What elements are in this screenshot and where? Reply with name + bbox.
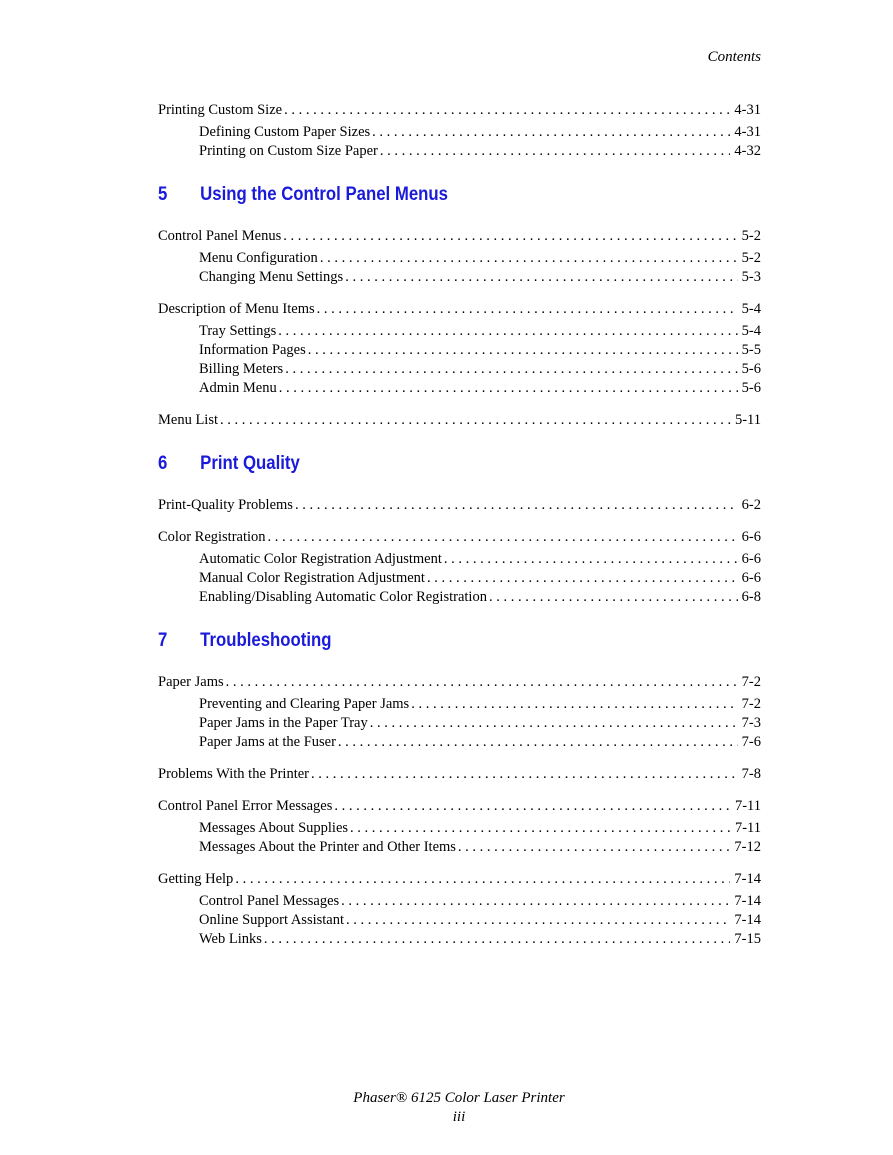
toc-page-number: 7-14	[734, 893, 761, 909]
dot-leader	[346, 911, 730, 930]
dot-leader	[284, 101, 730, 120]
dot-leader	[334, 797, 731, 816]
toc-subentry[interactable]	[158, 838, 761, 857]
toc-entry-title: Tray Settings	[199, 323, 277, 339]
dot-leader	[235, 870, 730, 889]
toc-group	[158, 870, 761, 949]
toc-page-number: 6-6	[741, 551, 761, 567]
toc-subentry[interactable]	[158, 249, 761, 268]
dot-leader	[444, 550, 738, 569]
toc-group	[158, 411, 761, 430]
toc-subentry[interactable]	[158, 360, 761, 379]
toc-page-number: 7-15	[734, 931, 761, 947]
toc-entry-title: Messages About the Printer and Other Items	[199, 839, 456, 855]
toc-entry-title: Paper Jams in the Paper Tray	[199, 715, 368, 731]
toc-subentry[interactable]	[158, 268, 761, 287]
dot-leader	[220, 411, 731, 430]
toc-entry-title: Description of Menu Items	[158, 301, 315, 317]
toc-entry-title: Messages About Supplies	[199, 820, 349, 836]
toc-subentry[interactable]	[158, 733, 761, 752]
toc-entry-title: Manual Color Registration Adjustment	[199, 570, 425, 586]
toc-subentry[interactable]	[158, 930, 761, 949]
toc-page-number: 7-12	[734, 839, 761, 855]
dot-leader	[427, 569, 738, 588]
footer-page-number: iii	[452, 1109, 466, 1125]
toc-entry-title: Paper Jams	[158, 674, 224, 690]
dot-leader	[341, 892, 730, 911]
toc-subentry[interactable]	[158, 819, 761, 838]
toc-group	[158, 797, 761, 857]
dot-leader	[458, 838, 730, 857]
page-footer	[0, 1089, 893, 1127]
dot-leader	[308, 341, 738, 360]
chapter-number: 7	[158, 629, 168, 651]
toc-page-number: 5-11	[734, 412, 761, 428]
toc-subentry[interactable]	[158, 123, 761, 142]
toc-subentry[interactable]	[158, 142, 761, 161]
toc-page-number: 7-11	[734, 798, 761, 814]
toc-entry-title: Information Pages	[199, 342, 306, 358]
toc-page-number: 6-2	[741, 497, 761, 513]
toc-group	[158, 673, 761, 752]
toc-page-number: 7-2	[741, 696, 761, 712]
dot-leader	[264, 930, 731, 949]
dot-leader	[311, 765, 738, 784]
chapter-heading[interactable]	[158, 183, 677, 207]
dot-leader	[295, 496, 738, 515]
toc-page-number: 7-3	[741, 715, 761, 731]
toc-subentry[interactable]	[158, 892, 761, 911]
toc-group	[158, 528, 761, 607]
toc-entry-title: Getting Help	[158, 871, 234, 887]
table-of-contents	[158, 101, 761, 962]
toc-subentry[interactable]	[158, 569, 761, 588]
toc-entry[interactable]	[158, 673, 761, 692]
toc-page-number: 6-8	[741, 589, 761, 605]
toc-entry-title: Problems With the Printer	[158, 766, 309, 782]
toc-page-number: 7-11	[734, 820, 761, 836]
toc-entry-title: Menu Configuration	[199, 250, 318, 266]
toc-group	[158, 227, 761, 287]
toc-subentry[interactable]	[158, 322, 761, 341]
dot-leader	[411, 695, 737, 714]
chapter-heading[interactable]	[158, 452, 677, 476]
toc-entry[interactable]	[158, 496, 761, 515]
toc-entry[interactable]	[158, 870, 761, 889]
dot-leader	[283, 227, 737, 246]
toc-page-number: 7-14	[734, 912, 761, 928]
toc-page-number: 5-4	[741, 323, 761, 339]
dot-leader	[372, 123, 730, 142]
toc-entry-title: Color Registration	[158, 529, 266, 545]
toc-subentry[interactable]	[158, 714, 761, 733]
dot-leader	[279, 379, 738, 398]
toc-group	[158, 765, 761, 784]
toc-entry-title: Changing Menu Settings	[199, 269, 344, 285]
toc-group	[158, 300, 761, 398]
dot-leader	[350, 819, 731, 838]
toc-entry[interactable]	[158, 411, 761, 430]
dot-leader	[278, 322, 737, 341]
toc-subentry[interactable]	[158, 588, 761, 607]
toc-page-number: 7-2	[741, 674, 761, 690]
dot-leader	[489, 588, 738, 607]
dot-leader	[268, 528, 738, 547]
toc-entry-title: Menu List	[158, 412, 219, 428]
toc-page-number: 4-31	[734, 124, 761, 140]
dot-leader	[317, 300, 738, 319]
toc-entry-title: Control Panel Menus	[158, 228, 282, 244]
chapter-heading[interactable]	[158, 629, 677, 653]
toc-entry-title: Enabling/Disabling Automatic Color Registration	[199, 589, 487, 605]
dot-leader	[345, 268, 737, 287]
dot-leader	[370, 714, 738, 733]
toc-page-number: 5-2	[741, 250, 761, 266]
toc-entry[interactable]	[158, 227, 761, 246]
dot-leader	[380, 142, 731, 161]
toc-entry-title: Admin Menu	[199, 380, 277, 396]
toc-entry[interactable]	[158, 528, 761, 547]
running-header: Contents	[707, 49, 761, 65]
chapter-title: Using the Control Panel Menus	[200, 183, 448, 205]
toc-group	[158, 496, 761, 515]
chapter-number: 5	[158, 183, 168, 205]
toc-entry-title: Online Support Assistant	[199, 912, 345, 928]
toc-entry[interactable]	[158, 300, 761, 319]
toc-page-number: 6-6	[741, 529, 761, 545]
toc-entry-title: Defining Custom Paper Sizes	[199, 124, 371, 140]
toc-entry-title: Web Links	[199, 931, 262, 947]
toc-entry-title: Automatic Color Registration Adjustment	[199, 551, 442, 567]
toc-page-number: 7-6	[741, 734, 761, 750]
toc-entry-title: Print-Quality Problems	[158, 497, 293, 513]
toc-page-number: 5-6	[741, 380, 761, 396]
footer-product-name: Phaser® 6125 Color Laser Printer	[353, 1090, 565, 1106]
toc-entry-title: Printing on Custom Size Paper	[199, 143, 378, 159]
dot-leader	[320, 249, 738, 268]
chapter-title: Troubleshooting	[200, 629, 332, 651]
dot-leader	[338, 733, 738, 752]
dot-leader	[226, 673, 738, 692]
toc-entry-title: Printing Custom Size	[158, 102, 283, 118]
toc-page-number: 5-4	[741, 301, 761, 317]
toc-page-number: 7-14	[734, 871, 761, 887]
toc-entry-title: Paper Jams at the Fuser	[199, 734, 336, 750]
toc-page-number: 5-2	[741, 228, 761, 244]
toc-subentry[interactable]	[158, 550, 761, 569]
toc-page-number: 4-31	[734, 102, 761, 118]
toc-entry[interactable]	[158, 101, 761, 120]
chapter-title: Print Quality	[200, 452, 300, 474]
toc-page-number: 5-5	[741, 342, 761, 358]
dot-leader	[285, 360, 737, 379]
toc-entry-title: Control Panel Error Messages	[158, 798, 333, 814]
toc-subentry[interactable]	[158, 341, 761, 360]
toc-page-number: 6-6	[741, 570, 761, 586]
toc-entry[interactable]	[158, 765, 761, 784]
toc-page-number: 5-3	[741, 269, 761, 285]
toc-group	[158, 101, 761, 161]
toc-entry-title: Billing Meters	[199, 361, 284, 377]
toc-subentry[interactable]	[158, 379, 761, 398]
toc-page-number: 5-6	[741, 361, 761, 377]
toc-entry-title: Preventing and Clearing Paper Jams	[199, 696, 410, 712]
toc-entry[interactable]	[158, 797, 761, 816]
toc-page-number: 4-32	[734, 143, 761, 159]
toc-subentry[interactable]	[158, 695, 761, 714]
toc-page-number: 7-8	[741, 766, 761, 782]
chapter-number: 6	[158, 452, 168, 474]
toc-subentry[interactable]	[158, 911, 761, 930]
toc-entry-title: Control Panel Messages	[199, 893, 340, 909]
